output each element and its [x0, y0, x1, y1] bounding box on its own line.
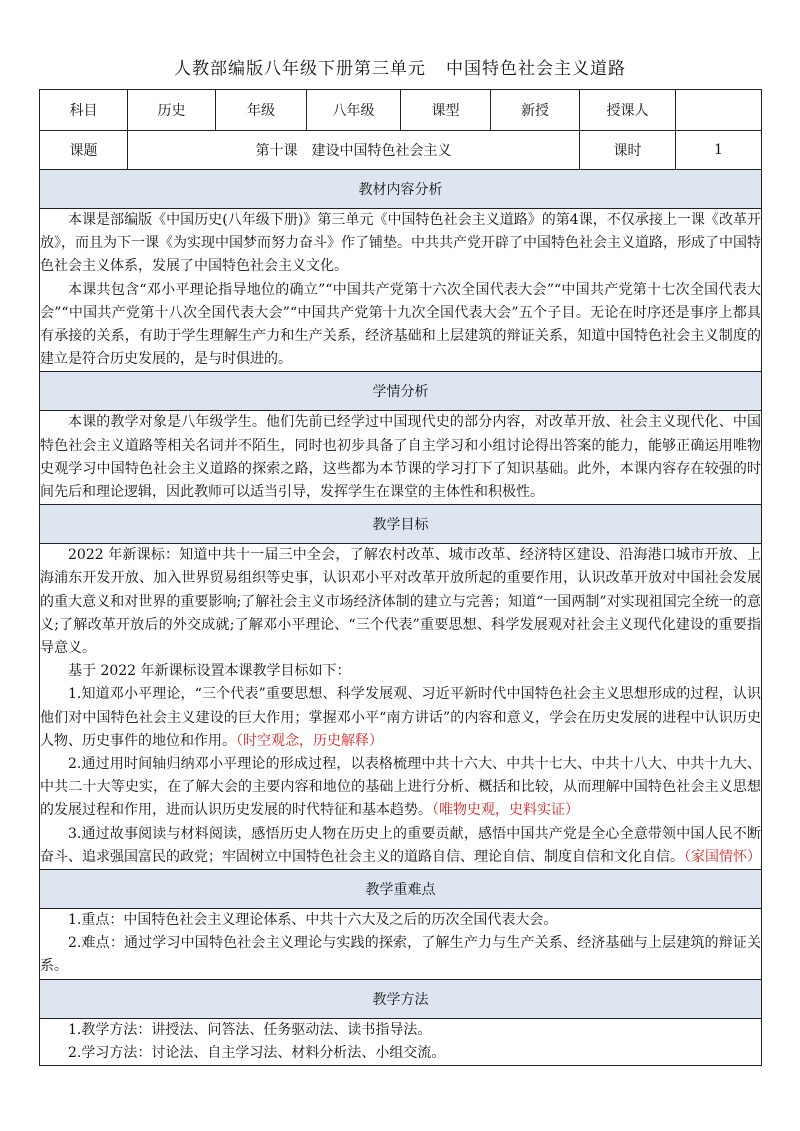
student-analysis-heading: 学情分析: [40, 372, 762, 411]
key-points-body: [40, 909, 762, 980]
student-analysis-heading-row: [40, 372, 762, 411]
lesson-plan-table: [39, 89, 762, 1066]
topic-value: 第十课 建设中国特色社会主义: [128, 131, 580, 170]
teaching-method: 1.教学方法：讲授法、问答法、任务驱动法、读书指导法。: [68, 1021, 432, 1038]
goal-item-2: [40, 753, 761, 823]
topic-label: 课题: [40, 131, 128, 170]
material-analysis-body: [40, 209, 762, 372]
goal-3-literacy-tag: （家国情怀）: [684, 848, 761, 865]
key-points-heading: 教学重难点: [40, 870, 762, 909]
teaching-goals-body: [40, 544, 762, 870]
goal-1-text: 1.知道邓小平理论，“三个代表”重要思想、科学发展观、习近平新时代中国特色社会主义思想形成的过程，认识他们对中国特色社会主义建设的巨大作用；掌握邓小平“南方讲话”的内容和意义，学会在历史发展的进程中认识历史人物、历史事件的地位和作用。: [40, 686, 761, 749]
material-analysis-heading-row: [40, 170, 762, 209]
lesson-type-value: 新授: [491, 90, 580, 131]
goal-item-1: [40, 683, 761, 753]
material-paragraph-2: 本课共包含“邓小平理论指导地位的确立”“中国共产党第十六次全国代表大会”“中国共产党第十七次全国代表大会”“中国共产党第十八次全国代表大会”“中国共产党第十九次全国代表大会”五个子目。无论在时序还是事序上都具有承接的关系，有助于学生理解生产力和生产关系，经济基础和上层建筑的辩证关系，知道中国特色社会主义制度的建立是符合历史发展的，是与时俱进的。: [40, 281, 761, 368]
key-points-heading-row: [40, 870, 762, 909]
hours-label: 课时: [580, 131, 676, 170]
teaching-goals-heading-row: [40, 505, 762, 544]
hours-value: 1: [676, 131, 762, 170]
goal-2-literacy-tag: （唯物史观，史料实证）: [432, 802, 579, 819]
info-row: [40, 90, 762, 131]
key-point-difficulty: 2.难点：通过学习中国特色社会主义理论与实践的探索，了解生产力与生产关系、经济基础与上层建筑的辩证关系。: [40, 935, 761, 975]
title-unit-name: 中国特色社会主义道路: [446, 59, 626, 79]
teaching-goals-heading: 教学目标: [40, 505, 762, 544]
key-point-focus: 1.重点：中国特色社会主义理论体系、中共十六大及之后的历次全国代表大会。: [68, 912, 558, 929]
goals-intro-paragraph: 基于 2022 年新课标设置本课教学目标如下：: [68, 663, 351, 680]
grade-value: 八年级: [307, 90, 401, 131]
goal-1-literacy-tag: （时空观念，历史解释）: [236, 732, 383, 749]
subject-value: 历史: [128, 90, 216, 131]
goal-3-text: 3.通过故事阅读与材料阅读，感悟历史人物在历史上的重要贡献，感悟中国共产党是全心全意带领中国人民不断奋斗、追求强国富民的政党；牢固树立中国特色社会主义的道路自信、理论自信、制度自信和文化自信。: [40, 825, 761, 865]
title-unit: 人教部编版八年级下册第三单元: [174, 59, 426, 79]
methods-heading: 教学方法: [40, 979, 762, 1018]
methods-body: [40, 1018, 762, 1065]
grade-label: 年级: [216, 90, 307, 131]
goals-standard-paragraph: 2022 年新课标：知道中共十一届三中全会，了解农村改革、城市改革、经济特区建设、沿海港口城市开放、上海浦东开发开放、加入世界贸易组织等史事，认识邓小平对改革开放所起的重要作用，认识改革开放对中国社会发展的重大意义和对世界的重要影响;了解社会主义市场经济体制的建立与完善；知道“一国两制”对实现祖国完全统一的意义;了解改革开放后的外交成就;了解邓小平理论、“三个代表”重要思想、科学发展观对社会主义现代化建设的重要指导意义。: [40, 547, 761, 657]
teacher-label: 授课人: [580, 90, 676, 131]
page-title: [0, 54, 800, 84]
material-paragraph-1: 本课是部编版《中国历史(八年级下册)》第三单元《中国特色社会主义道路》的第4课，不仅承接上一课《改革开放》，而且为下一课《为实现中国梦而努力奋斗》作了铺垫。中共共产党开辟了中国特色社会主义道路，形成了中国特色社会主义体系，发展了中国特色社会主义文化。: [40, 212, 761, 275]
goal-2-text: 2.通过用时间轴归纳邓小平理论的形成过程，以表格梳理中共十六大、中共十七大、中共十八大、中共十九大、中共二十大等史实，在了解大会的主要内容和地位的基础上进行分析、概括和比较，从而理解中国特色社会主义思想的发展过程和作用，进而认识历史发展的时代特征和基本趋势。: [40, 756, 761, 819]
teacher-value: [676, 90, 762, 131]
student-paragraph-1: 本课的教学对象是八年级学生。他们先前已经学过中国现代史的部分内容，对改革开放、社会主义现代化、中国特色社会主义道路等相关名词并不陌生，同时也初步具备了自主学习和小组讨论得出答案的能力，能够正确运用唯物史观学习中国特色社会主义道路的探索之路，这些都为本节课的学习打下了知识基础。此外，本课内容存在较强的时间先后和理论逻辑，因此教师可以适当引导，发挥学生在课堂的主体性和积极性。: [40, 414, 761, 501]
material-analysis-heading: 教材内容分析: [40, 170, 762, 209]
methods-heading-row: [40, 979, 762, 1018]
goal-item-3: [40, 823, 761, 869]
lesson-type-label: 课型: [401, 90, 491, 131]
student-analysis-body: [40, 411, 762, 505]
subject-label: 科目: [40, 90, 128, 131]
topic-row: [40, 131, 762, 170]
learning-method: 2.学习方法：讨论法、自主学习法、材料分析法、小组交流。: [68, 1044, 446, 1061]
